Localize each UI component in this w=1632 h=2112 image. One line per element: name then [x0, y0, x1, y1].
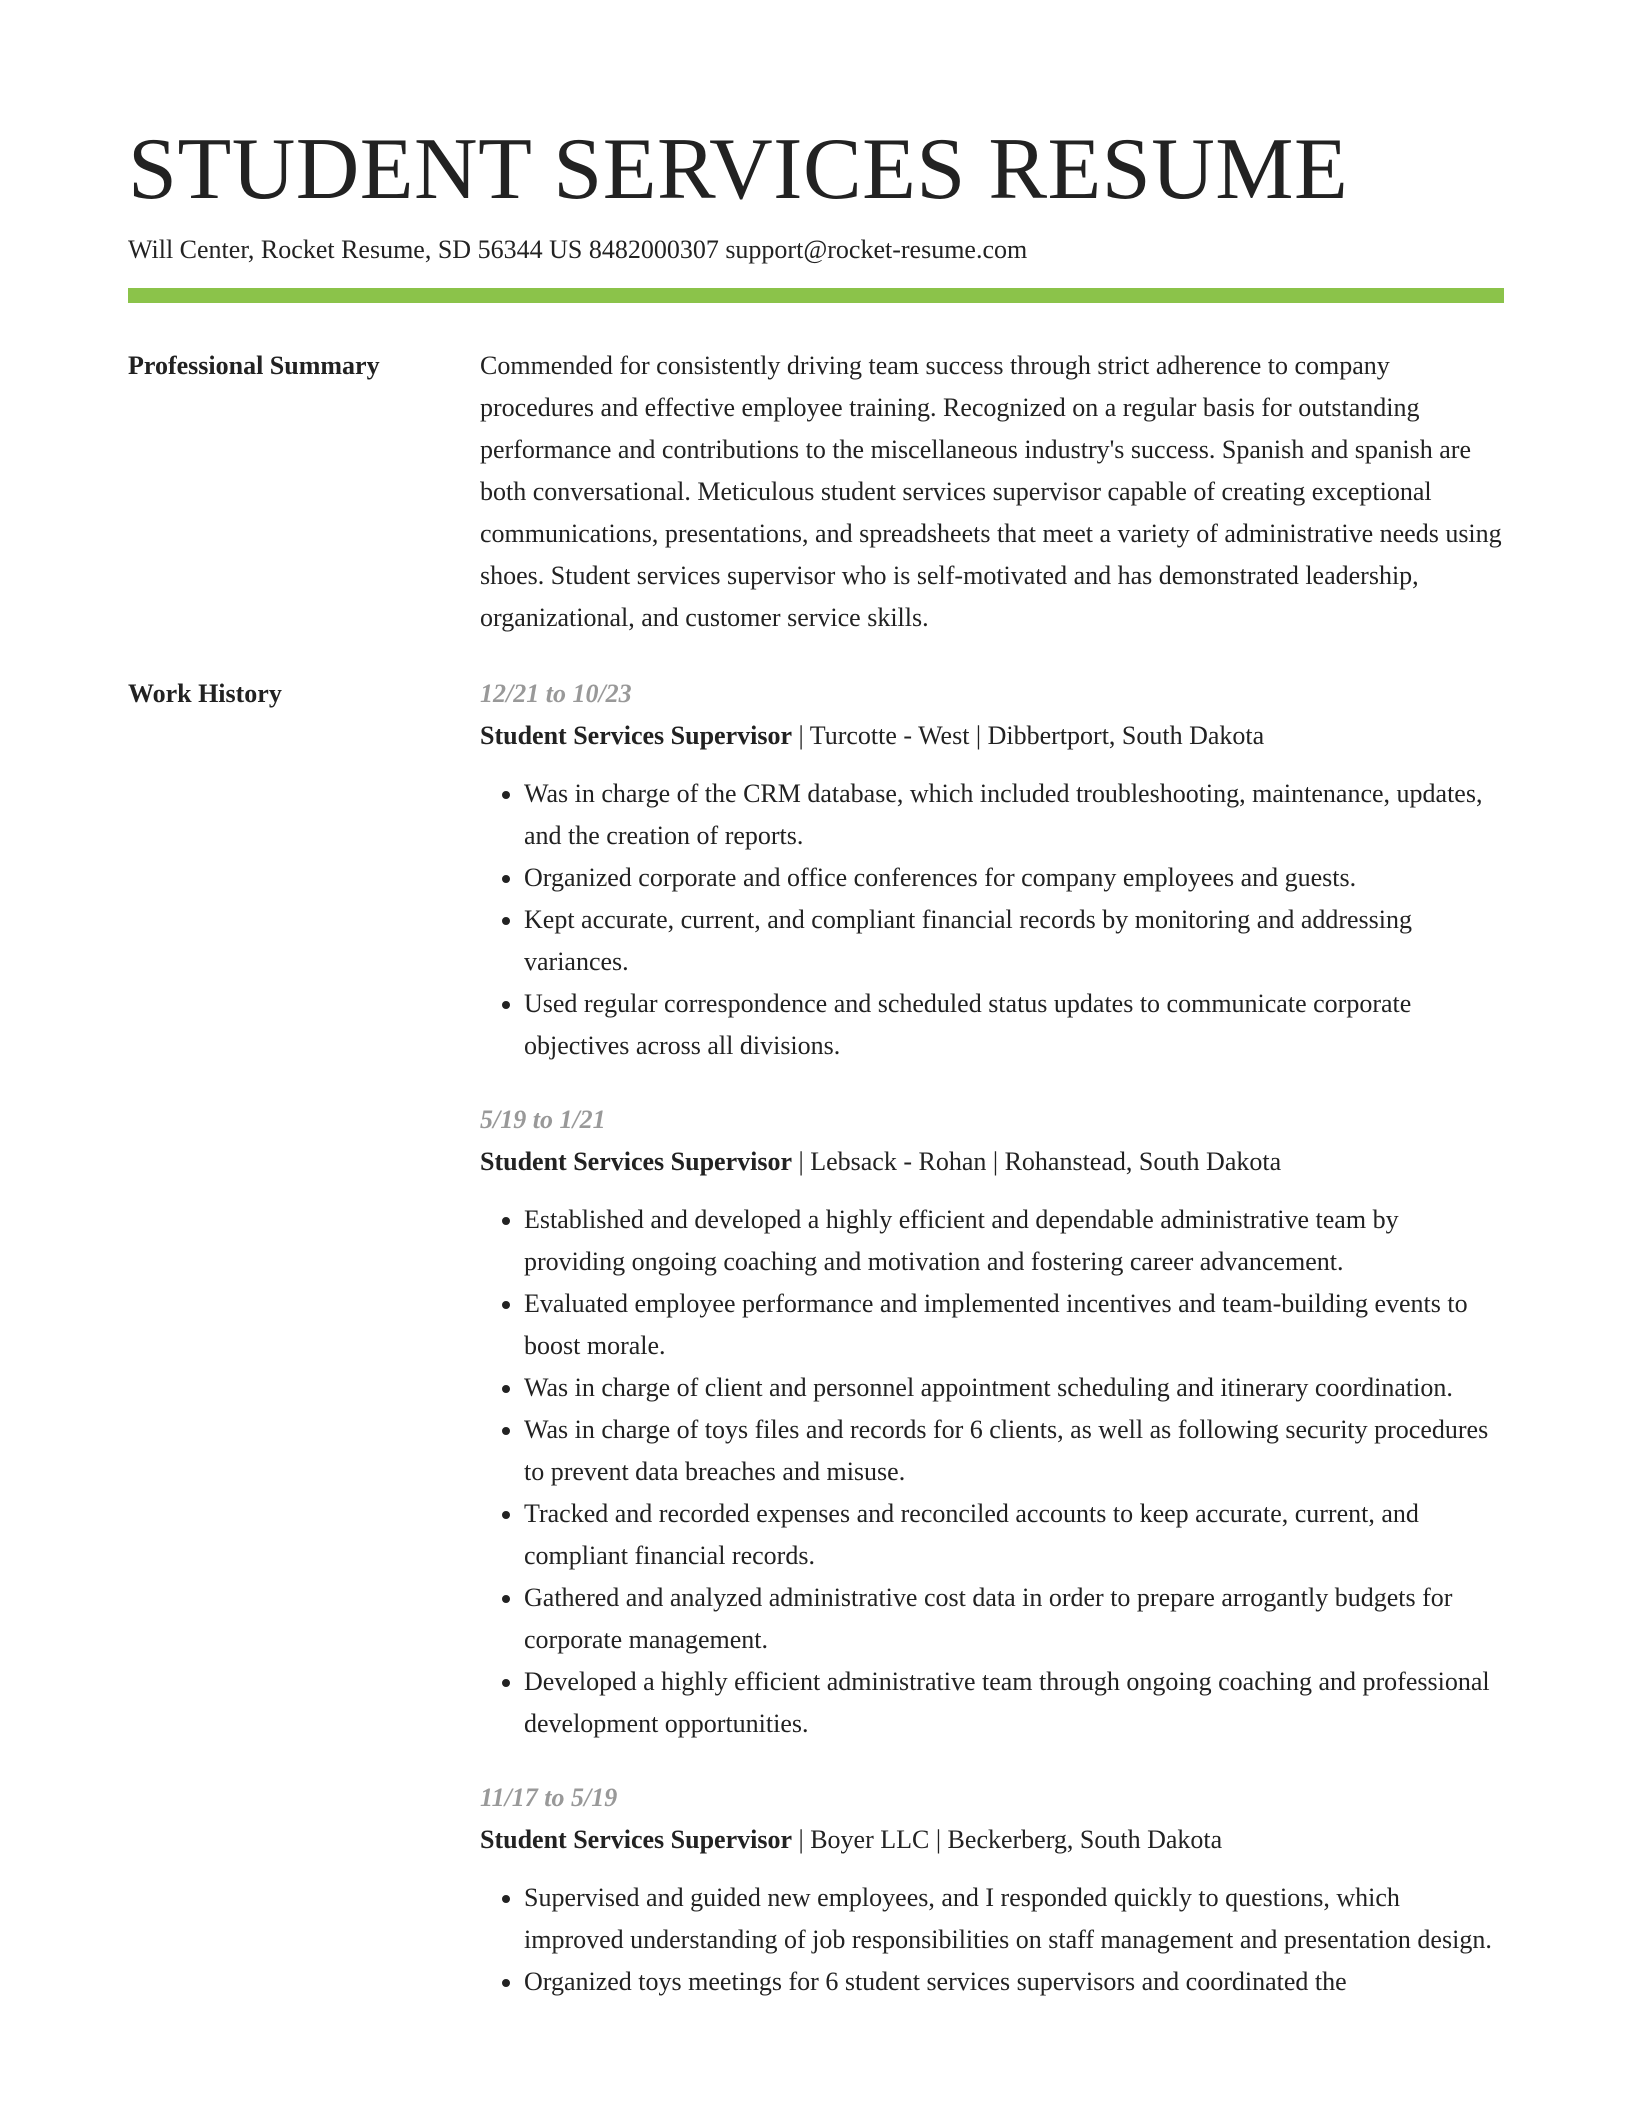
job-entry [480, 673, 1504, 1067]
job-bullets [480, 1199, 1504, 1745]
job-bullet: • Tracked and recorded expenses and reconciled accounts to keep accurate, current, and compliant financial records. [524, 1493, 1504, 1577]
job-bullet: • Kept accurate, current, and compliant financial records by monitoring and addressing variances. [524, 899, 1504, 983]
job-entry [480, 1099, 1504, 1745]
summary-body [480, 345, 1504, 639]
job-dates: 11/17 to 5/19 [480, 1783, 618, 1812]
job-bullet: • Was in charge of toys files and records for 6 clients, as well as following security procedures to prevent data breaches and misuse. [524, 1409, 1504, 1493]
job-entry [480, 1777, 1504, 2003]
job-dates: 12/21 to 10/23 [480, 679, 632, 708]
job-bullet: • Organized toys meetings for 6 student services supervisors and coordinated the [524, 1961, 1504, 2003]
job-details: | Lebsack - Rohan | Rohanstead, South Dakota [792, 1147, 1282, 1176]
job-details: | Boyer LLC | Beckerberg, South Dakota [792, 1825, 1223, 1854]
job-bullet: • Organized corporate and office conferences for company employees and guests. [524, 857, 1504, 899]
job-heading [480, 1141, 1504, 1183]
job-title: Student Services Supervisor [480, 1825, 792, 1854]
work-history-body [480, 673, 1504, 2035]
job-heading [480, 1819, 1504, 1861]
job-bullets [480, 773, 1504, 1067]
job-title: Student Services Supervisor [480, 721, 792, 750]
job-bullet: • Used regular correspondence and scheduled status updates to communicate corporate objectives across all divisions. [524, 983, 1504, 1067]
contact-line: Will Center, Rocket Resume, SD 56344 US 8482000307 support@rocket-resume.com [128, 235, 1028, 264]
job-bullet: • Evaluated employee performance and implemented incentives and team-building events to boost morale. [524, 1283, 1504, 1367]
job-details: | Turcotte - West | Dibbertport, South Dakota [792, 721, 1265, 750]
summary-section [128, 345, 1504, 639]
accent-divider [128, 288, 1504, 303]
resume-page [128, 118, 1504, 2035]
job-bullet: • Supervised and guided new employees, and I responded quickly to questions, which improved understanding of job responsibilities on staff management and presentation design. [524, 1877, 1504, 1961]
job-bullets [480, 1877, 1504, 2003]
job-heading [480, 715, 1504, 757]
job-title: Student Services Supervisor [480, 1147, 792, 1176]
job-bullet: • Was in charge of client and personnel appointment scheduling and itinerary coordination. [524, 1367, 1504, 1409]
work-history-section [128, 673, 1504, 2035]
job-bullet: • Was in charge of the CRM database, which included troubleshooting, maintenance, updates, and the creation of reports. [524, 773, 1504, 857]
job-bullet: • Gathered and analyzed administrative cost data in order to prepare arrogantly budgets for corporate management. [524, 1577, 1504, 1661]
job-dates: 5/19 to 1/21 [480, 1105, 606, 1134]
summary-text: Commended for consistently driving team success through strict adherence to company procedures and effective employee training. Recognized on a regular basis for outstanding performance and contributions to the miscellaneous industry's success. Spanish and spanish are both conversational. Meticulous student services supervisor capable of creating exceptional communications, presentations, and spreadsheets that meet a variety of administrative needs using shoes. Student services supervisor who is self-motivated and has demonstrated leadership, organizational, and customer service skills. [480, 351, 1502, 632]
resume-title: STUDENT SERVICES RESUME [128, 121, 1349, 218]
job-bullet: • Developed a highly efficient administrative team through ongoing coaching and professional development opportunities. [524, 1661, 1504, 1745]
summary-label: Professional Summary [128, 351, 380, 380]
job-bullet: • Established and developed a highly efficient and dependable administrative team by providing ongoing coaching and motivation and fostering career advancement. [524, 1199, 1504, 1283]
work-history-label: Work History [128, 679, 282, 708]
